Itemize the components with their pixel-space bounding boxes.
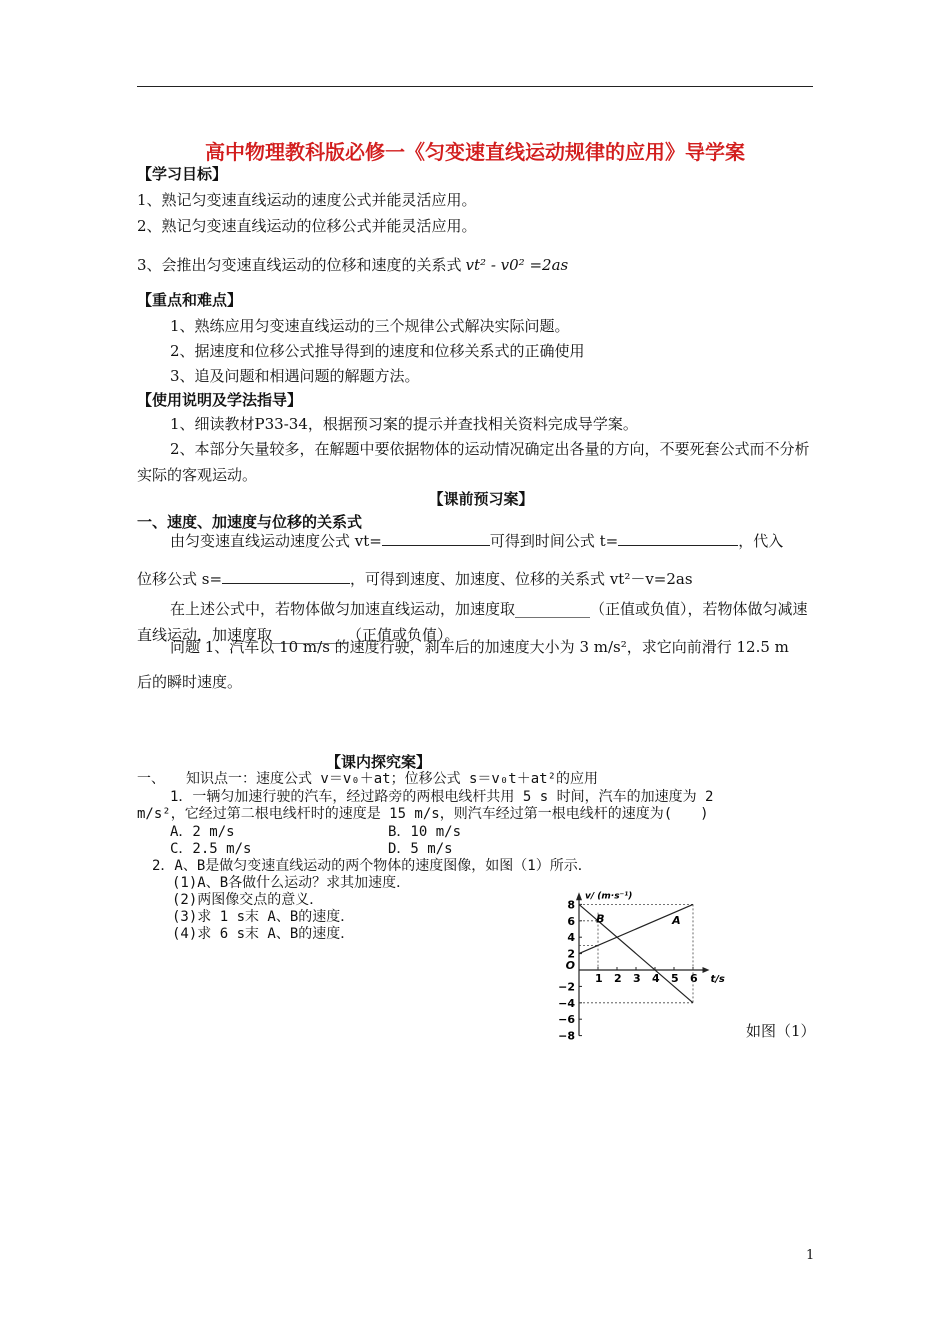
x-tick-label: 6 [690, 972, 698, 985]
keypoint-item-1: 1、熟练应用匀变速直线运动的三个规律公式解决实际问题。 [170, 317, 570, 335]
problem-2-q2: (2)两图像交点的意义． [172, 892, 324, 908]
x-tick-label: 5 [671, 972, 679, 985]
problem-2-q4: (4)求 6 s末 A、B的速度． [172, 926, 355, 942]
y-axis-label: v/ (m·s⁻¹) [585, 891, 633, 902]
option-d: D．5 m/s [388, 841, 453, 857]
y-tick-label: −8 [558, 1029, 575, 1043]
line2-part-b: ，可得到速度、加速度、位移的关系式 vt²－v=2as [350, 570, 693, 588]
keypoint-item-2: 2、据速度和位移公式推导得到的速度和位移关系式的正确使用 [170, 342, 585, 360]
x-axis-arrow [703, 967, 710, 973]
y-axis-arrow [576, 892, 582, 900]
y-tick-label: 4 [567, 931, 575, 945]
knowledge-point-1: 一、 知识点一：速度公式 v＝v₀＋at；位移公式 s＝v₀t＋at²的应用 [137, 771, 599, 787]
figure-caption: 如图（1） [746, 1022, 816, 1040]
usage-item-2: 2、本部分矢量较多，在解题中要依据物体的运动情况确定出各量的方向，不要死套公式而不分析实际的客观运动。 [137, 440, 810, 484]
blank-displacement[interactable] [222, 569, 350, 584]
blank-time[interactable] [618, 531, 738, 546]
series-label-B: B [596, 912, 605, 926]
question-1-line-a: 问题 1、汽车以 10 m/s 的速度行驶，刹车后的加速度大小为 3 m/s²，求它向前滑行 12.5 m [170, 638, 789, 656]
blank-velocity[interactable] [382, 531, 490, 546]
goal-item-3 [137, 254, 568, 275]
line1-part-c: ，代入 [738, 532, 784, 550]
problem-1-line-a: 1．一辆匀加速行驶的汽车，经过路旁的两根电线杆共用 5 s 时间，汽车的加速度为 2 [170, 789, 714, 805]
usage-heading: 【使用说明及学法指导】 [137, 391, 303, 409]
x-tick-label: 4 [652, 972, 660, 985]
goal-item-3-text: 3、会推出匀变速直线运动的位移和速度的关系式 [137, 256, 462, 274]
preview-line-2 [137, 568, 693, 589]
explore-heading: 【课内探究案】 [326, 753, 432, 771]
goals-heading: 【学习目标】 [137, 165, 228, 183]
velocity-time-chart [550, 886, 740, 1046]
option-c: C．2.5 m/s [170, 841, 252, 857]
x-tick-label: 2 [614, 972, 622, 985]
usage-item-1: 1、细读教材P33-34，根据预习案的提示并查找相关资料完成导学案。 [170, 415, 638, 433]
goal-formula: vt² - v0² =2as [465, 256, 569, 274]
problem-2-intro: 2．A、B是做匀变速直线运动的两个物体的速度图像，如图（1）所示． [152, 858, 592, 874]
page-number: 1 [806, 1248, 815, 1263]
keypoints-heading: 【重点和难点】 [137, 291, 243, 309]
problem-2-q3: (3)求 1 s末 A、B的速度． [172, 909, 355, 925]
y-tick-label: 2 [567, 947, 575, 961]
x-tick-label: 1 [595, 972, 603, 985]
option-b: B．10 m/s [388, 824, 462, 840]
goal-item-2: 2、熟记匀变速直线运动的位移公式并能灵活应用。 [137, 217, 477, 235]
line1-part-b: 可得到时间公式 t= [489, 532, 619, 550]
y-tick-label: −6 [558, 1013, 575, 1027]
y-tick-label: −2 [558, 980, 575, 994]
preview-heading: 【课前预习案】 [428, 490, 534, 508]
line1-part-a: 由匀变速直线运动速度公式 vt= [170, 532, 382, 550]
goal-item-1: 1、熟记匀变速直线运动的速度公式并能灵活应用。 [137, 191, 477, 209]
question-1-line-b: 后的瞬时速度。 [137, 673, 243, 691]
option-a: A．2 m/s [170, 824, 235, 840]
preview-line-1 [170, 530, 783, 551]
keypoint-item-3: 3、追及问题和相遇问题的解题方法。 [170, 367, 420, 385]
y-tick-label: 6 [567, 914, 575, 928]
problem-2-q1: (1)A、B各做什么运动？求其加速度． [172, 875, 411, 891]
y-tick-label: −4 [558, 996, 575, 1010]
preview-line-3: 在上述公式中，若物体做匀加速直线运动，加速度取__________（正值或负值），若物体做匀减速直线运动，加速度取__________（正值或负值）。 [137, 600, 808, 644]
preview-section-title: 一、速度、加速度与位移的关系式 [137, 513, 363, 531]
y-tick-label: O [565, 959, 575, 972]
x-tick-label: 3 [633, 972, 641, 985]
page-title: 高中物理教科版必修一《匀变速直线运动规律的应用》导学案 [205, 140, 745, 164]
header-rule [137, 86, 813, 87]
y-tick-label: 8 [567, 898, 575, 912]
x-axis-label: t/s [710, 974, 725, 985]
line2-part-a: 位移公式 s= [137, 570, 223, 588]
problem-1-line-b: m/s²，它经过第二根电线杆时的速度是 15 m/s，则汽车经过第一根电线杆的速度为( ) [137, 806, 709, 822]
series-label-A: A [672, 914, 681, 928]
